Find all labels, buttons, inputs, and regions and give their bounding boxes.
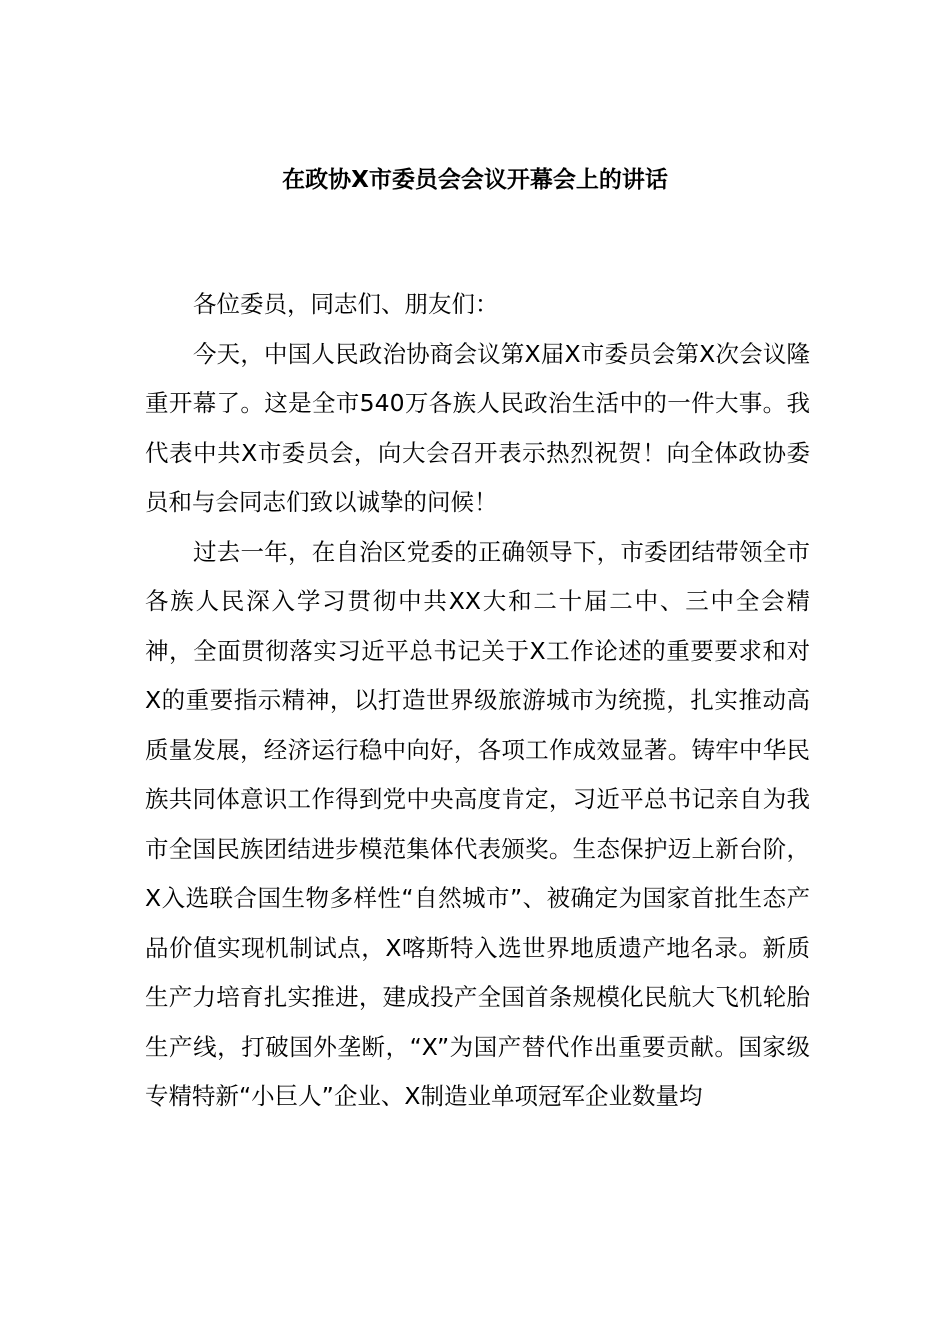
salutation-paragraph: 各位委员，同志们、朋友们： [193,290,499,318]
opening-paragraph: 今天，中国人民政治协商会议第X届X市委员会第X次会议隆重开幕了。这是全市540万各族人民政治生活中的一件大事。我代表中共X市委员会，向大会召开表示热烈祝贺！向全体政协委员和与会同志们致以诚挚的问候！ [145,339,810,516]
document-body [145,280,810,1122]
review-paragraph: 过去一年，在自治区党委的正确领导下，市委团结带领全市各族人民深入学习贯彻中共XX大和二十届二中、三中全会精神，全面贯彻落实习近平总书记关于X工作论述的重要要求和对X的重要指示精神，以打造世界级旅游城市为统揽，扎实推动高质量发展，经济运行稳中向好，各项工作成效显著。铸牢中华民族共同体意识工作得到党中央高度肯定，习近平总书记亲自为我市全国民族团结进步模范集体代表颁奖。生态保护迈上新台阶，X入选联合国生物多样性“自然城市”、被确定为国家首批生态产品价值实现机制试点，X喀斯特入选世界地质遗产地名录。新质生产力培育扎实推进，建成投产全国首条规模化民航大飞机轮胎生产线，打破国外垄断，“X”为国产替代作出重要贡献。国家级专精特新“小巨人”企业、X制造业单项冠军企业数量均 [145,537,810,1110]
document-title: 在政协X市委员会会议开幕会上的讲话 [282,167,668,193]
